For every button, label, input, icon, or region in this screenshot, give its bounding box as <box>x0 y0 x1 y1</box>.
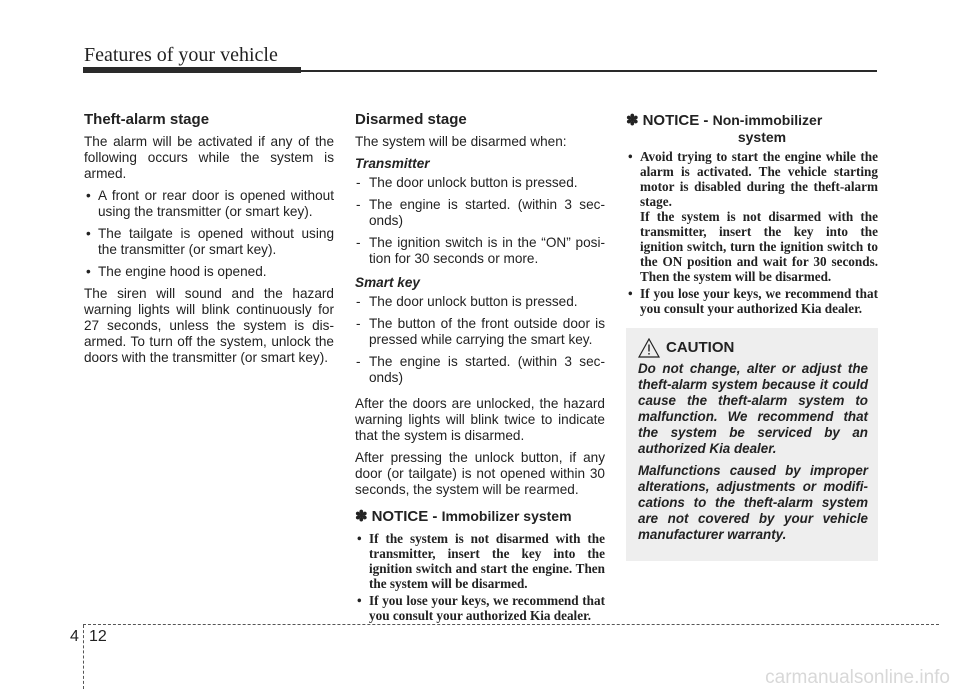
theft-alarm-heading: Theft-alarm stage <box>84 111 210 128</box>
non-immobilizer-notice-heading <box>626 112 878 145</box>
list-item: - The engine is started. (within 3 sec- onds) <box>355 197 605 229</box>
list-item: • If the system is not disarmed with the transmitter, insert the key into the ignition switch and start the engine. Then the system will be disarmed. <box>355 531 605 591</box>
caution-box <box>626 328 878 561</box>
theft-alarm-outro: The siren will sound and the hazard warning lights will blink continuously for 27 seconds, unless the system is dis- armed. To turn off the system, unlock the doors with the transmitter (or smart key). <box>84 286 334 365</box>
column-theft-alarm <box>84 112 334 372</box>
theft-alarm-intro: The alarm will be activated if any of the following occurs while the system is armed. <box>84 134 334 181</box>
smart-key-subheading: Smart key <box>355 275 420 290</box>
notice-separator: - <box>703 112 709 129</box>
caution-para-1: Do not change, alter or adjust the theft-alarm system because it could cause the theft-alarm system to malfunction. We recommend that the system be serviced by an authorized Kia dealer. <box>638 361 868 456</box>
page-number: 12 <box>89 628 107 645</box>
footer-divider <box>83 625 84 689</box>
notice-title-line-2: system <box>737 129 787 145</box>
header-rule-thick <box>83 67 301 73</box>
caution-heading <box>638 338 868 358</box>
list-item: - The ignition switch is in the “ON” posi- tion for 30 seconds or more. <box>355 235 605 267</box>
column-disarmed <box>355 112 605 625</box>
list-item: • If you lose your keys, we recommend that you consult your authorized Kia dealer. <box>626 286 878 316</box>
disarmed-heading: Disarmed stage <box>355 111 467 128</box>
list-item: - The door unlock button is pressed. <box>355 294 605 310</box>
list-item-continuation: If the system is not disarmed with the transmitter, insert the key into the ignition switch, turn the ignition switch to the ON position and wait for 30 seconds. Then the system will be disarmed. <box>640 209 878 284</box>
column-non-immobilizer <box>626 112 878 561</box>
page-header-title: Features of your vehicle <box>84 44 278 66</box>
list-item: • The tailgate is opened without using the transmitter (or smart key). <box>84 226 334 258</box>
caution-title: CAUTION <box>666 339 735 356</box>
list-item: • The engine hood is opened. <box>84 264 334 280</box>
notice-star-icon: ✽ <box>355 508 368 525</box>
warning-triangle-icon <box>638 338 660 358</box>
notice-title-line-1: Non-immobilizer <box>712 112 823 128</box>
list-item-text: Avoid trying to start the engine while the alarm is activated. The vehicle starting motor is disabled during the theft-alarm stage. <box>640 149 878 209</box>
notice-star-icon: ✽ <box>626 112 639 129</box>
notice-title: Immobilizer system <box>441 508 572 524</box>
watermark: carmanualsonline.info <box>765 667 950 688</box>
notice-label: NOTICE <box>371 508 429 525</box>
chapter-number: 4 <box>70 628 79 645</box>
header-rule-thin <box>301 70 877 72</box>
notice-label: NOTICE <box>642 112 700 129</box>
disarmed-intro: The system will be disarmed when: <box>355 134 567 149</box>
list-item: • If you lose your keys, we recommend that you consult your authorized Kia dealer. <box>355 593 605 623</box>
list-item <box>626 149 878 284</box>
list-item: - The button of the front outside door is pressed while carrying the smart key. <box>355 316 605 348</box>
theft-alarm-list <box>84 188 334 280</box>
list-item: • A front or rear door is opened without using the transmitter (or smart key). <box>84 188 334 220</box>
transmitter-list <box>355 175 605 267</box>
smart-key-list <box>355 294 605 386</box>
immobilizer-notice-list <box>355 531 605 623</box>
non-immobilizer-notice-list <box>626 149 878 316</box>
transmitter-subheading: Transmitter <box>355 156 430 171</box>
list-item: - The door unlock button is pressed. <box>355 175 605 191</box>
immobilizer-notice-heading <box>355 508 605 525</box>
footer-rule <box>83 624 939 625</box>
caution-para-2: Malfunctions caused by improper alterations, adjustments or modifi- cations to the theft-alarm system are not covered by your vehicle manufacturer warranty. <box>638 463 868 542</box>
disarmed-para-1: After the doors are unlocked, the hazard warning lights will blink twice to indicate that the system is disarmed. <box>355 396 605 443</box>
notice-separator: - <box>432 508 438 525</box>
disarmed-para-2: After pressing the unlock button, if any door (or tailgate) is not opened within 30 seconds, the system will be rearmed. <box>355 450 605 497</box>
list-item: - The engine is started. (within 3 sec- onds) <box>355 354 605 386</box>
